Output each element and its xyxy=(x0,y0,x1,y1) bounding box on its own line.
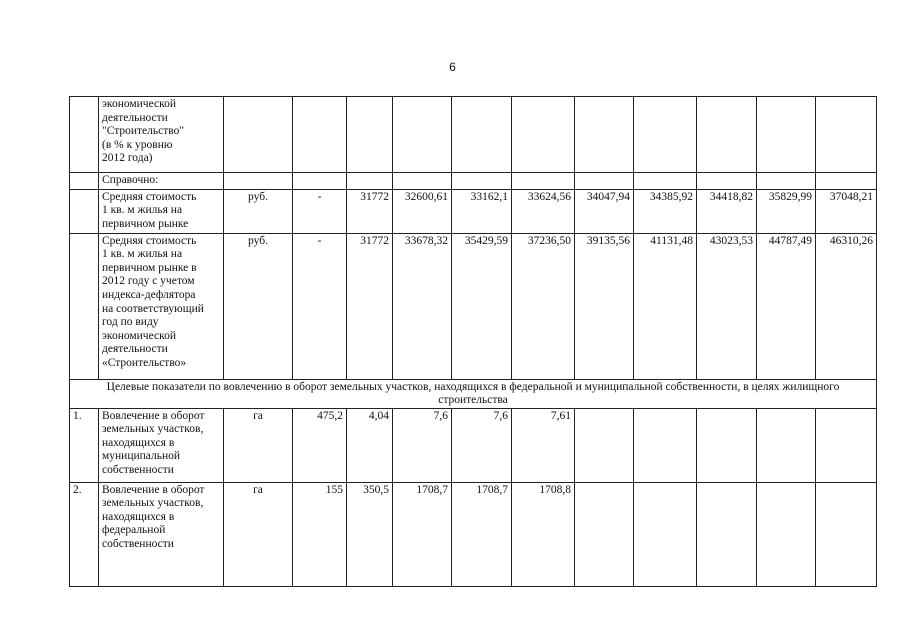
indicator-description: Средняя стоимость 1 кв. м жилья на первичном рынке xyxy=(99,189,224,233)
value-cell: 35429,59 xyxy=(452,233,512,379)
value-cell xyxy=(512,173,575,190)
section-title: Целевые показатели по вовлечению в оборот земельных участков, находящихся в федеральной и муниципальной собственности, в целях жилищного строительства xyxy=(70,379,877,408)
row-number-cell xyxy=(70,189,99,233)
indicator-table xyxy=(69,96,877,587)
value-cell: 39135,56 xyxy=(575,233,634,379)
unit-cell: га xyxy=(224,482,293,586)
value-cell xyxy=(697,408,757,482)
value-cell: 1708,8 xyxy=(512,482,575,586)
value-cell xyxy=(452,173,512,190)
value-cell xyxy=(816,408,877,482)
value-cell: 34385,92 xyxy=(634,189,697,233)
unit-cell: га xyxy=(224,408,293,482)
value-cell xyxy=(697,482,757,586)
value-cell: 43023,53 xyxy=(697,233,757,379)
value-cell: 350,5 xyxy=(347,482,393,586)
value-cell xyxy=(512,97,575,173)
section-row xyxy=(70,379,877,408)
value-cell: 475,2 xyxy=(293,408,347,482)
page-number: 6 xyxy=(449,60,456,74)
value-cell: 32600,61 xyxy=(393,189,452,233)
value-cell xyxy=(697,97,757,173)
value-cell xyxy=(757,482,816,586)
table-row xyxy=(70,173,877,190)
value-cell xyxy=(816,97,877,173)
indicator-description: Средняя стоимость 1 кв. м жилья на первичном рынке в 2012 году с учетом индекса-дефлятора на соответствующий год по виду экономической деятельности «Строительство» xyxy=(99,233,224,379)
value-cell xyxy=(347,97,393,173)
value-cell: 31772 xyxy=(347,233,393,379)
value-cell: 41131,48 xyxy=(634,233,697,379)
row-number-cell xyxy=(70,97,99,173)
row-number-cell xyxy=(70,233,99,379)
value-cell xyxy=(634,408,697,482)
table-row xyxy=(70,482,877,586)
unit-cell: руб. xyxy=(224,233,293,379)
value-cell xyxy=(393,173,452,190)
value-cell: 7,61 xyxy=(512,408,575,482)
value-cell xyxy=(816,482,877,586)
value-cell: - xyxy=(293,233,347,379)
value-cell xyxy=(757,173,816,190)
unit-cell xyxy=(224,173,293,190)
value-cell: 37236,50 xyxy=(512,233,575,379)
value-cell xyxy=(757,97,816,173)
value-cell: 7,6 xyxy=(393,408,452,482)
table-row xyxy=(70,408,877,482)
unit-cell: руб. xyxy=(224,189,293,233)
value-cell xyxy=(575,173,634,190)
value-cell xyxy=(634,482,697,586)
value-cell xyxy=(575,482,634,586)
value-cell: 155 xyxy=(293,482,347,586)
value-cell: 46310,26 xyxy=(816,233,877,379)
value-cell: 4,04 xyxy=(347,408,393,482)
indicator-description: экономической деятельности "Строительство" (в % к уровню 2012 года) xyxy=(99,97,224,173)
value-cell xyxy=(575,408,634,482)
value-cell xyxy=(634,97,697,173)
value-cell: - xyxy=(293,189,347,233)
value-cell: 34418,82 xyxy=(697,189,757,233)
value-cell: 33162,1 xyxy=(452,189,512,233)
value-cell: 33678,32 xyxy=(393,233,452,379)
value-cell: 37048,21 xyxy=(816,189,877,233)
table-row xyxy=(70,233,877,379)
value-cell xyxy=(575,97,634,173)
row-number-cell: 1. xyxy=(70,408,99,482)
indicator-description: Справочно: xyxy=(99,173,224,190)
value-cell: 44787,49 xyxy=(757,233,816,379)
row-number-cell xyxy=(70,173,99,190)
value-cell: 31772 xyxy=(347,189,393,233)
value-cell: 33624,56 xyxy=(512,189,575,233)
value-cell xyxy=(816,173,877,190)
table-row xyxy=(70,189,877,233)
row-number-cell: 2. xyxy=(70,482,99,586)
unit-cell xyxy=(224,97,293,173)
value-cell: 34047,94 xyxy=(575,189,634,233)
value-cell xyxy=(393,97,452,173)
value-cell xyxy=(757,408,816,482)
value-cell xyxy=(452,97,512,173)
value-cell xyxy=(293,173,347,190)
value-cell: 1708,7 xyxy=(452,482,512,586)
value-cell xyxy=(634,173,697,190)
value-cell: 35829,99 xyxy=(757,189,816,233)
table-row xyxy=(70,97,877,173)
value-cell: 1708,7 xyxy=(393,482,452,586)
indicator-description: Вовлечение в оборот земельных участков, находящихся в федеральной собственности xyxy=(99,482,224,586)
value-cell xyxy=(697,173,757,190)
value-cell xyxy=(347,173,393,190)
indicator-description: Вовлечение в оборот земельных участков, находящихся в муниципальной собственности xyxy=(99,408,224,482)
value-cell xyxy=(293,97,347,173)
value-cell: 7,6 xyxy=(452,408,512,482)
